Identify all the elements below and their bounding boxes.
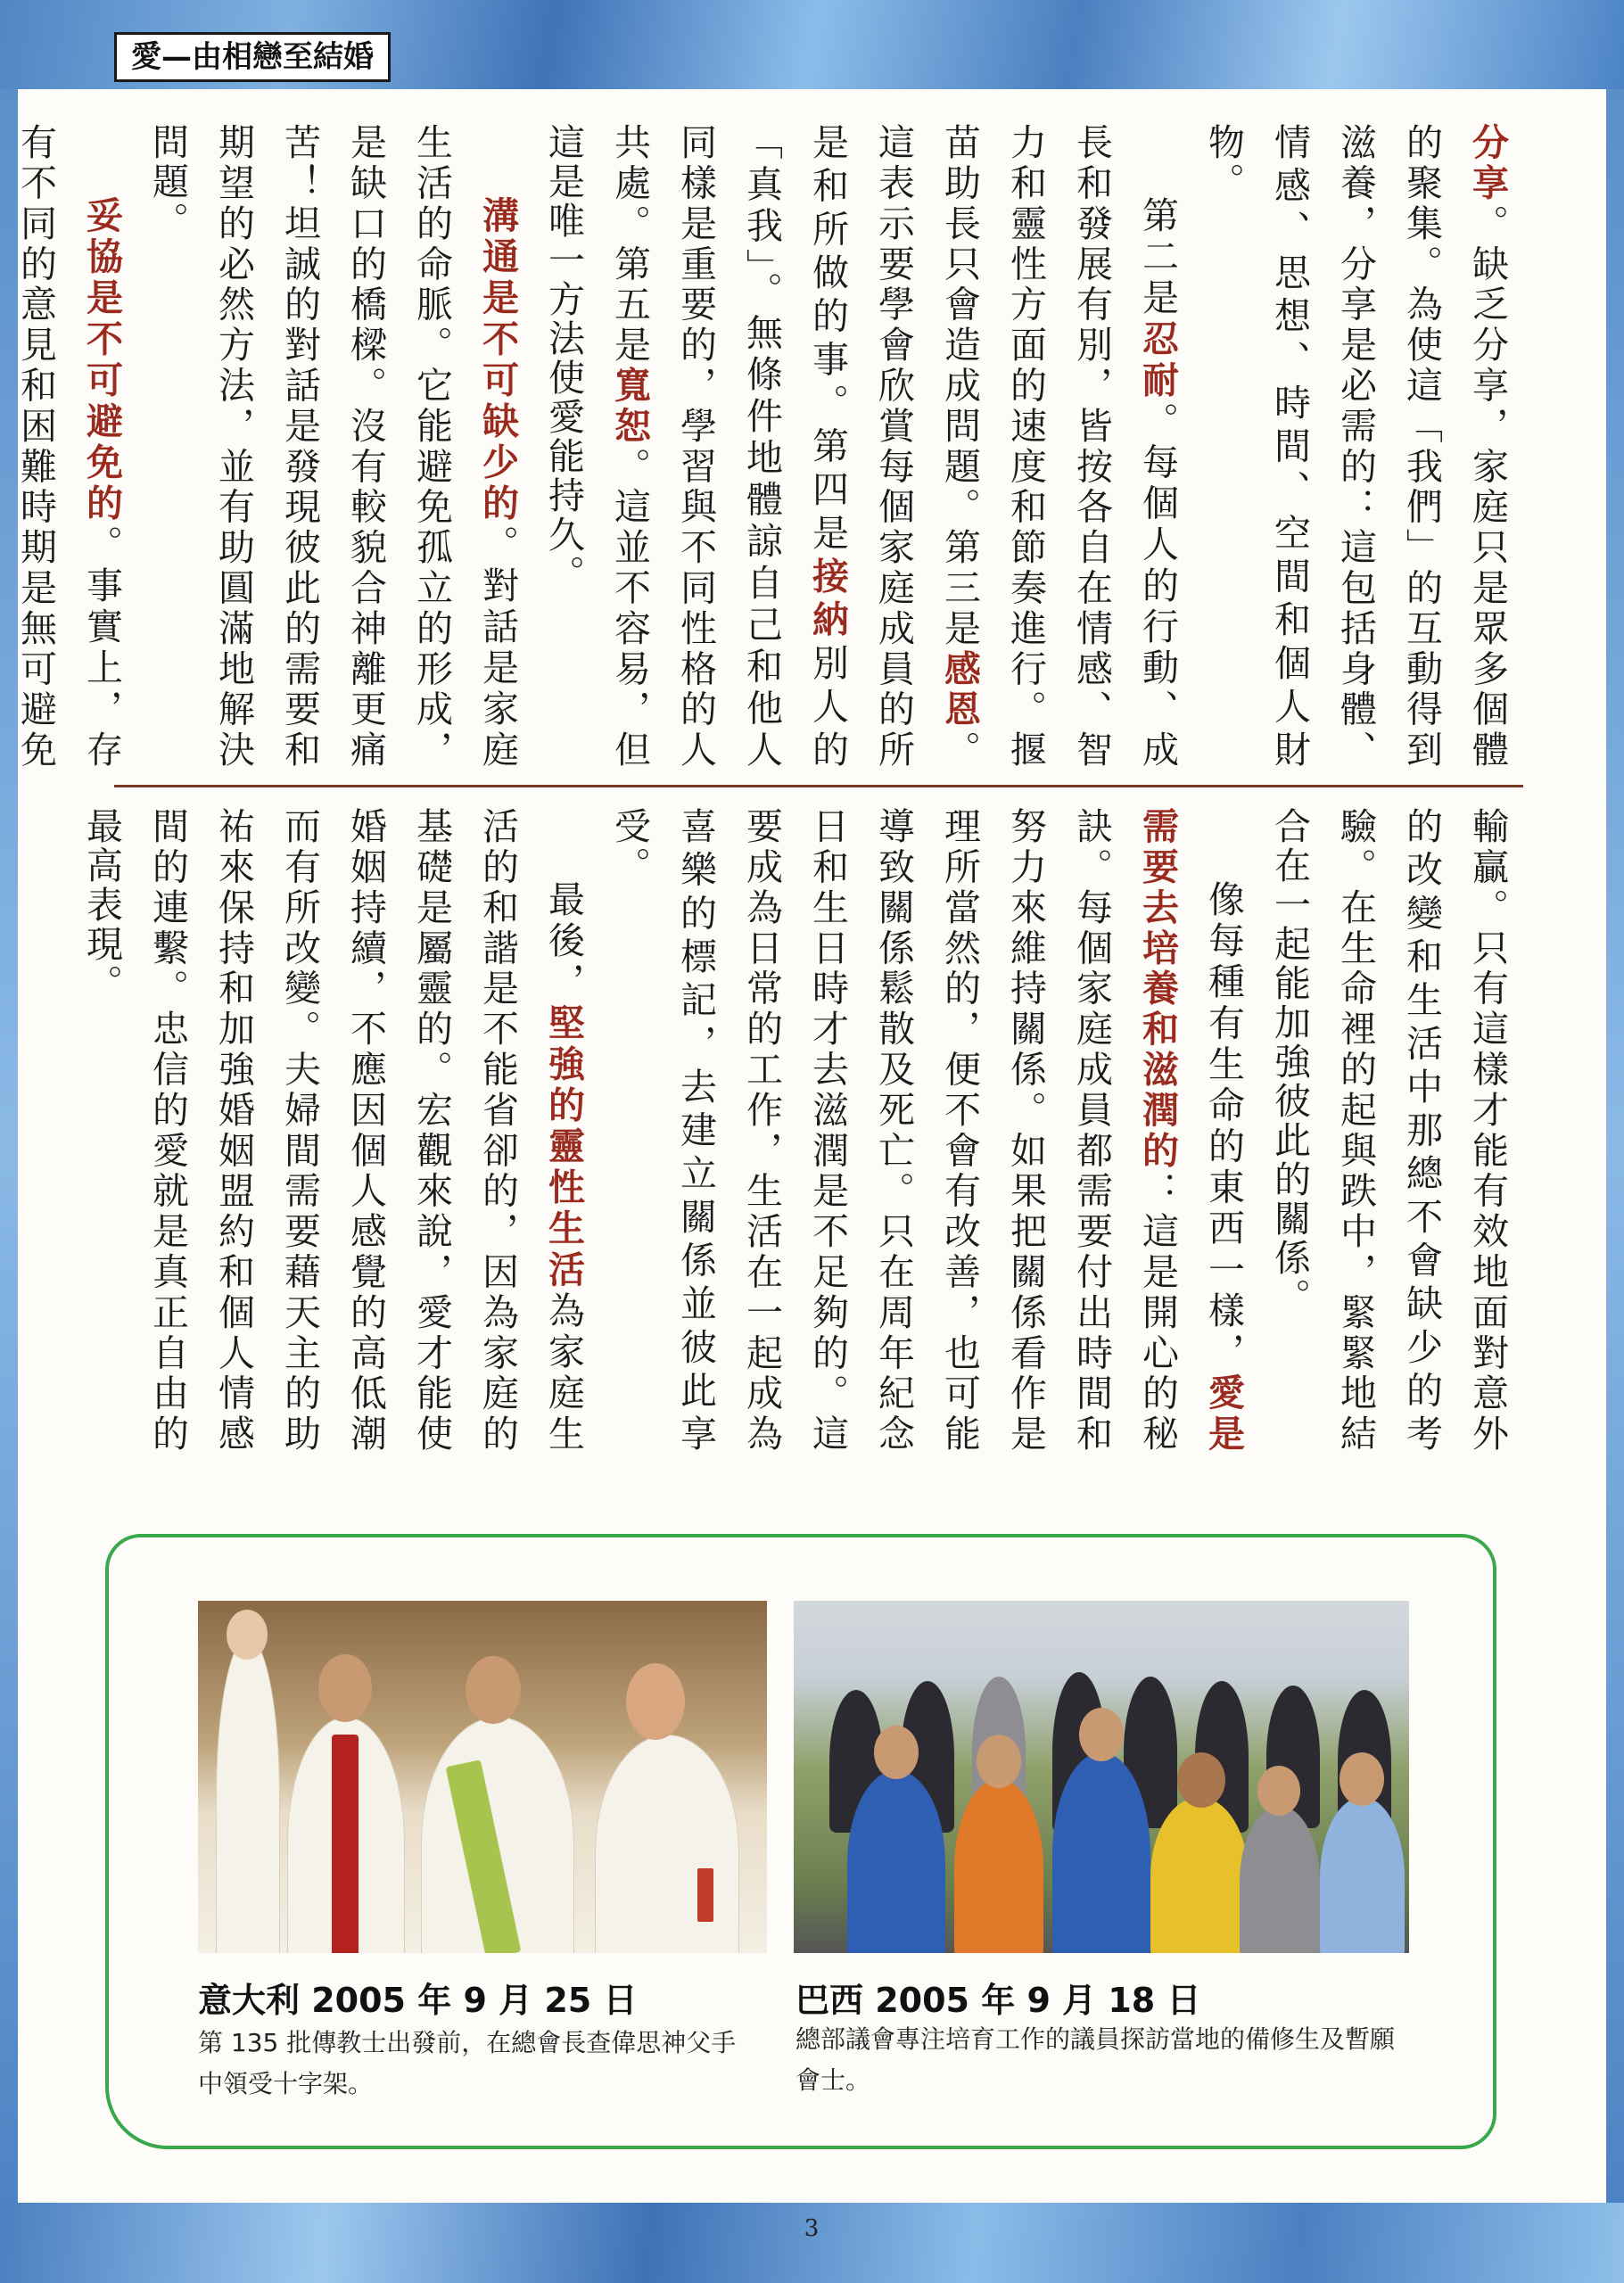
text-run: 。事實上，存有不同的意見和困難時期是無可避免 [14, 123, 123, 771]
figure-head [1177, 1752, 1225, 1808]
text-run: 。這並不容易，但這是唯一方法使愛能持久。 [542, 123, 651, 771]
text-run: 。這表示要學會欣賞每個家庭成員的所是和所做的事。第四是 [806, 123, 981, 771]
section-divider [114, 785, 1523, 787]
text-run: 像每種有生命的東西一樣， [1202, 880, 1245, 1373]
text-run: 。缺乏分享，家庭只是眾多個體的聚集。為使這「我們」的互動得到滋養，分享是必需的：這包括身體、情感、思想、時間、空間和個人財物。 [1202, 123, 1509, 771]
figure-head [626, 1663, 685, 1740]
paragraph [69, 807, 597, 1454]
text-run: ：這是開心的秘訣。每個家庭成員都需要付出時間和努力來維持關係。如果把關係看作是理所當然的，便不會有改善，也可能導致關係鬆散及死亡。只在周年紀念日和生日時才去滋潤是不足夠的。這要成為日常的工作，生活在一起成為喜樂的標記，去建立關係並彼此享受。 [608, 807, 1179, 1455]
figure [1150, 1797, 1249, 1953]
highlight-phrase: 愛是需要去培養和滋潤的 [1136, 807, 1245, 1455]
highlight-phrase: 溝通是不可缺少的 [476, 196, 519, 525]
figure [216, 1636, 280, 1953]
figure [1240, 1806, 1320, 1953]
red-stole [332, 1735, 359, 1953]
figure [1052, 1752, 1150, 1953]
text-run: 最後， [542, 880, 585, 1004]
figure [954, 1779, 1043, 1953]
photo-brazil-group [794, 1601, 1409, 1953]
figure-head [318, 1654, 372, 1722]
text-run: 別人的「真我」。無條件地體諒自己和他人同樣是重要的，學習與不同性格的人共處。第五是 [608, 123, 849, 771]
text-run: 。每個人的行動、成長和發展有別，皆按各自在情感、智力和靈性方面的速度和節奏進行。揠苗助長只會造成問題。第三是 [938, 123, 1179, 771]
highlight-phrase: 接納 [806, 556, 849, 644]
photo-right-caption: 總部議會專注培育工作的議員探訪當地的備修生及暫願會士。 [796, 2024, 1396, 2095]
highlight-phrase: 分享 [1466, 123, 1509, 204]
paragraph [1191, 123, 1521, 770]
paragraph [135, 123, 531, 770]
highlight-phrase: 妥協是不可避免的 [80, 196, 123, 525]
highlight-phrase: 忍耐 [1136, 319, 1179, 402]
paragraph [597, 807, 1257, 1454]
page-number: 3 [804, 2215, 820, 2242]
photo-left-caption: 第 135 批傳教士出發前，在總會長查偉思神父手中領受十字架。 [198, 2028, 737, 2098]
paragraph [531, 123, 1191, 770]
running-header: 愛—由相戀至結婚 [114, 32, 391, 82]
paragraph [1257, 807, 1521, 1454]
text-run: 。對話是家庭生活的命脈。它能避免孤立的形成，是缺口的橋樑。沒有較貌合神離更痛苦！坦誠的對話是發現彼此的需要和期望的必然方法，並有助圓滿地解決問題。 [146, 123, 519, 771]
photo-italy-ceremony [198, 1601, 767, 1953]
figure [847, 1770, 945, 1953]
highlight-phrase: 感恩 [938, 649, 981, 731]
figure-head [466, 1656, 521, 1724]
figure [1320, 1797, 1405, 1953]
figure-head [1340, 1752, 1384, 1806]
highlight-phrase: 寬恕 [608, 366, 651, 448]
photo-right-title: 巴西 2005 年 9 月 18 日 [796, 1981, 1201, 2020]
figure-head [874, 1726, 919, 1779]
figure-head [1257, 1766, 1300, 1816]
figure-head [227, 1610, 268, 1660]
paragraph [0, 123, 135, 770]
figure-priest [595, 1735, 739, 1953]
text-run: 第二是 [1136, 196, 1179, 320]
article-body-top [14, 123, 1521, 771]
article-body-bottom [80, 807, 1521, 1455]
figure-head [1079, 1708, 1124, 1761]
text-run: 輸贏。只有這樣才能有效地面對意外的改變和生活中那總不會缺少的考驗。在生命裡的起與跌中，緊緊地結合在一起能加強彼此的關係。 [1268, 807, 1509, 1454]
figure-head [977, 1735, 1021, 1788]
decorative-border-right [1606, 89, 1624, 2203]
highlight-phrase: 堅強的靈性生活 [542, 1003, 585, 1291]
text-run: 為家庭生活的和諧是不能省卻的，因為家庭的基礎是屬靈的。宏觀來說，愛才能使婚姻持續，不應因個人感覺的高低潮而有所改變。夫婦間需要藉天主的助祐來保持和加強婚姻盟約和個人情感間的連繫。忠信的愛就是真正自由的最高表現。 [80, 807, 585, 1455]
photo-left-title: 意大利 2005 年 9 月 25 日 [198, 1981, 638, 2020]
cross-icon [697, 1868, 713, 1922]
